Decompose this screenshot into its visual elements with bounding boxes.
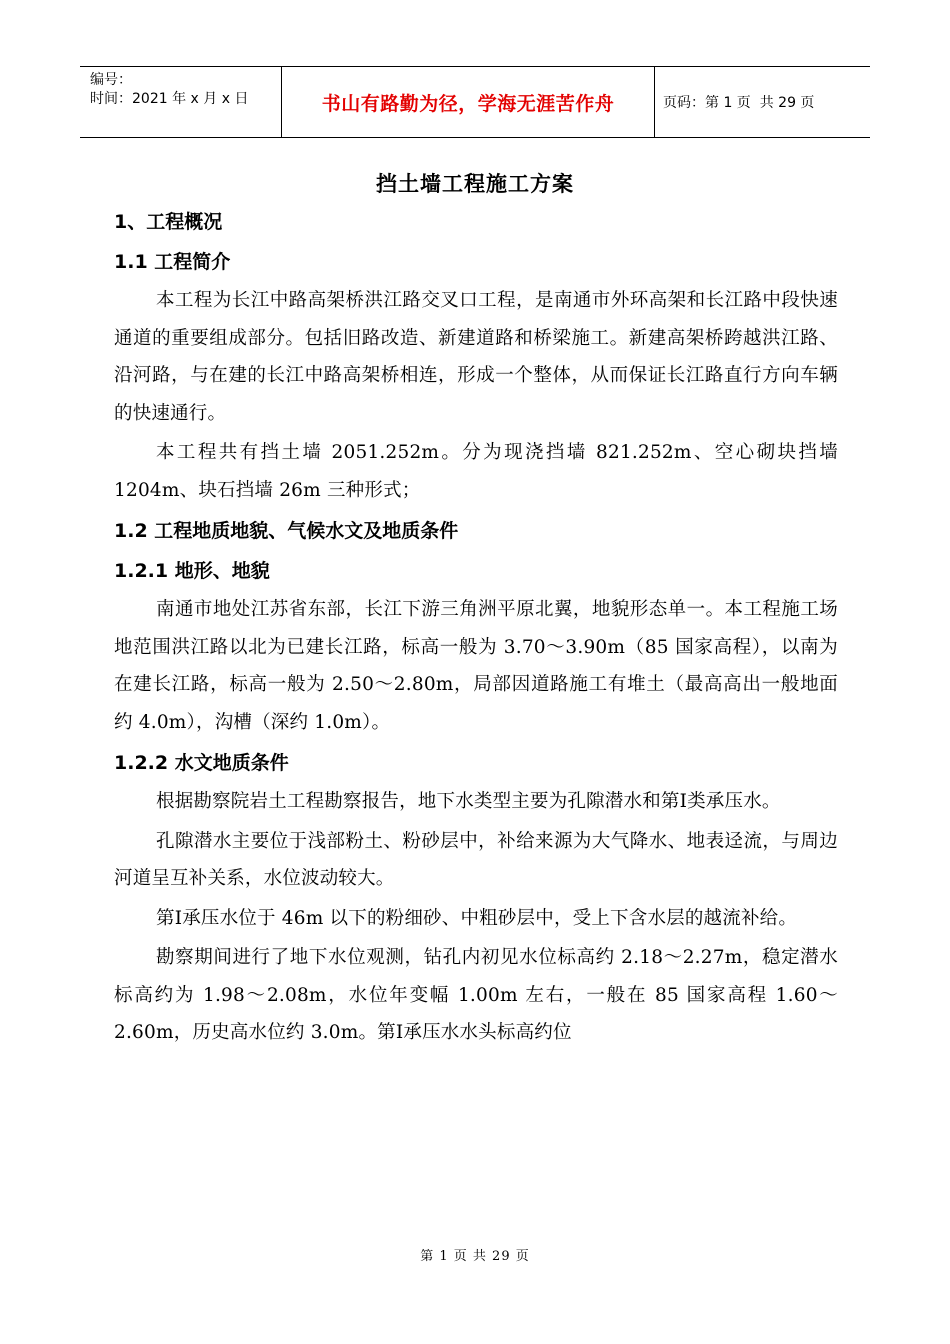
paragraph-confined-water: 第Ⅰ承压水位于 46m 以下的粉细砂、中粗砂层中，受上下含水层的越流补给。 xyxy=(156,907,798,929)
paragraph-pore-water: 孔隙潜水主要位于浅部粉土、粉砂层中，补给来源为大气降水、地表迳流，与周边河道呈互补关系，水位波动较大。 xyxy=(114,830,838,889)
paragraph-groundwater-types: 根据勘察院岩土工程勘察报告，地下水类型主要为孔隙潜水和第Ⅰ类承压水。 xyxy=(156,791,781,812)
paragraph-terrain: 南通市地处江苏省东部，长江下游三角洲平原北翼，地貌形态单一。本工程施工场地范围洪江路以北为已建长江路，标高一般为 3.70～3.90m（85 国家高程），以南为在建长江路，标高一般为 2.50～2.80m，局部因道路施工有堆土（最高高出一般地面约 4.0m），沟槽（深约 1.0m）。 xyxy=(114,599,838,733)
section-heading-1-2-1: 1.2.1 地形、地貌 xyxy=(114,560,270,582)
section-heading-1-2: 1.2 工程地质地貌、气候水文及地质条件 xyxy=(114,520,459,542)
paragraph-retaining-wall-length: 本工程共有挡土墙 2051.252m。分为现浇挡墙 821.252m、空心砌块挡墙 1204m、块石挡墙 26m 三种形式； xyxy=(114,442,838,501)
section-heading-1-1: 1.1 工程简介 xyxy=(114,251,231,273)
header-motto: 书山有路勤为径，学海无涯苦作舟 xyxy=(282,67,655,137)
page-header xyxy=(80,66,870,138)
page-footer: 第 1 页 共 29 页 xyxy=(420,1249,530,1264)
document-body xyxy=(114,202,838,1054)
header-number-label: 编号： xyxy=(90,72,132,88)
paragraph-water-level-observation: 勘察期间进行了地下水位观测，钻孔内初见水位标高约 2.18～2.27m，稳定潜水标高约为 1.98～2.08m，水位年变幅 1.00m 左右，一般在 85 国家高程 1.60～2.60m，历史高水位约 3.0m。第Ⅰ承压水水头标高约位 xyxy=(114,947,838,1043)
header-meta xyxy=(80,67,282,137)
header-time-label: 时间：2021 年 x 月 x 日 xyxy=(90,91,249,107)
header-page-info-cell xyxy=(655,67,870,137)
section-heading-1-2-2: 1.2.2 水文地质条件 xyxy=(114,752,289,774)
section-heading-1: 1、工程概况 xyxy=(114,211,223,233)
header-page-info: 页码：第 1 页 共 29 页 xyxy=(663,95,815,111)
document-title: 挡土墙工程施工方案 xyxy=(376,172,574,196)
paragraph-project-intro: 本工程为长江中路高架桥洪江路交叉口工程，是南通市外环高架和长江路中段快速通道的重要组成部分。包括旧路改造、新建道路和桥梁施工。新建高架桥跨越洪江路、沿河路，与在建的长江中路高架桥相连，形成一个整体，从而保证长江路直行方向车辆的快速通行。 xyxy=(114,290,838,424)
